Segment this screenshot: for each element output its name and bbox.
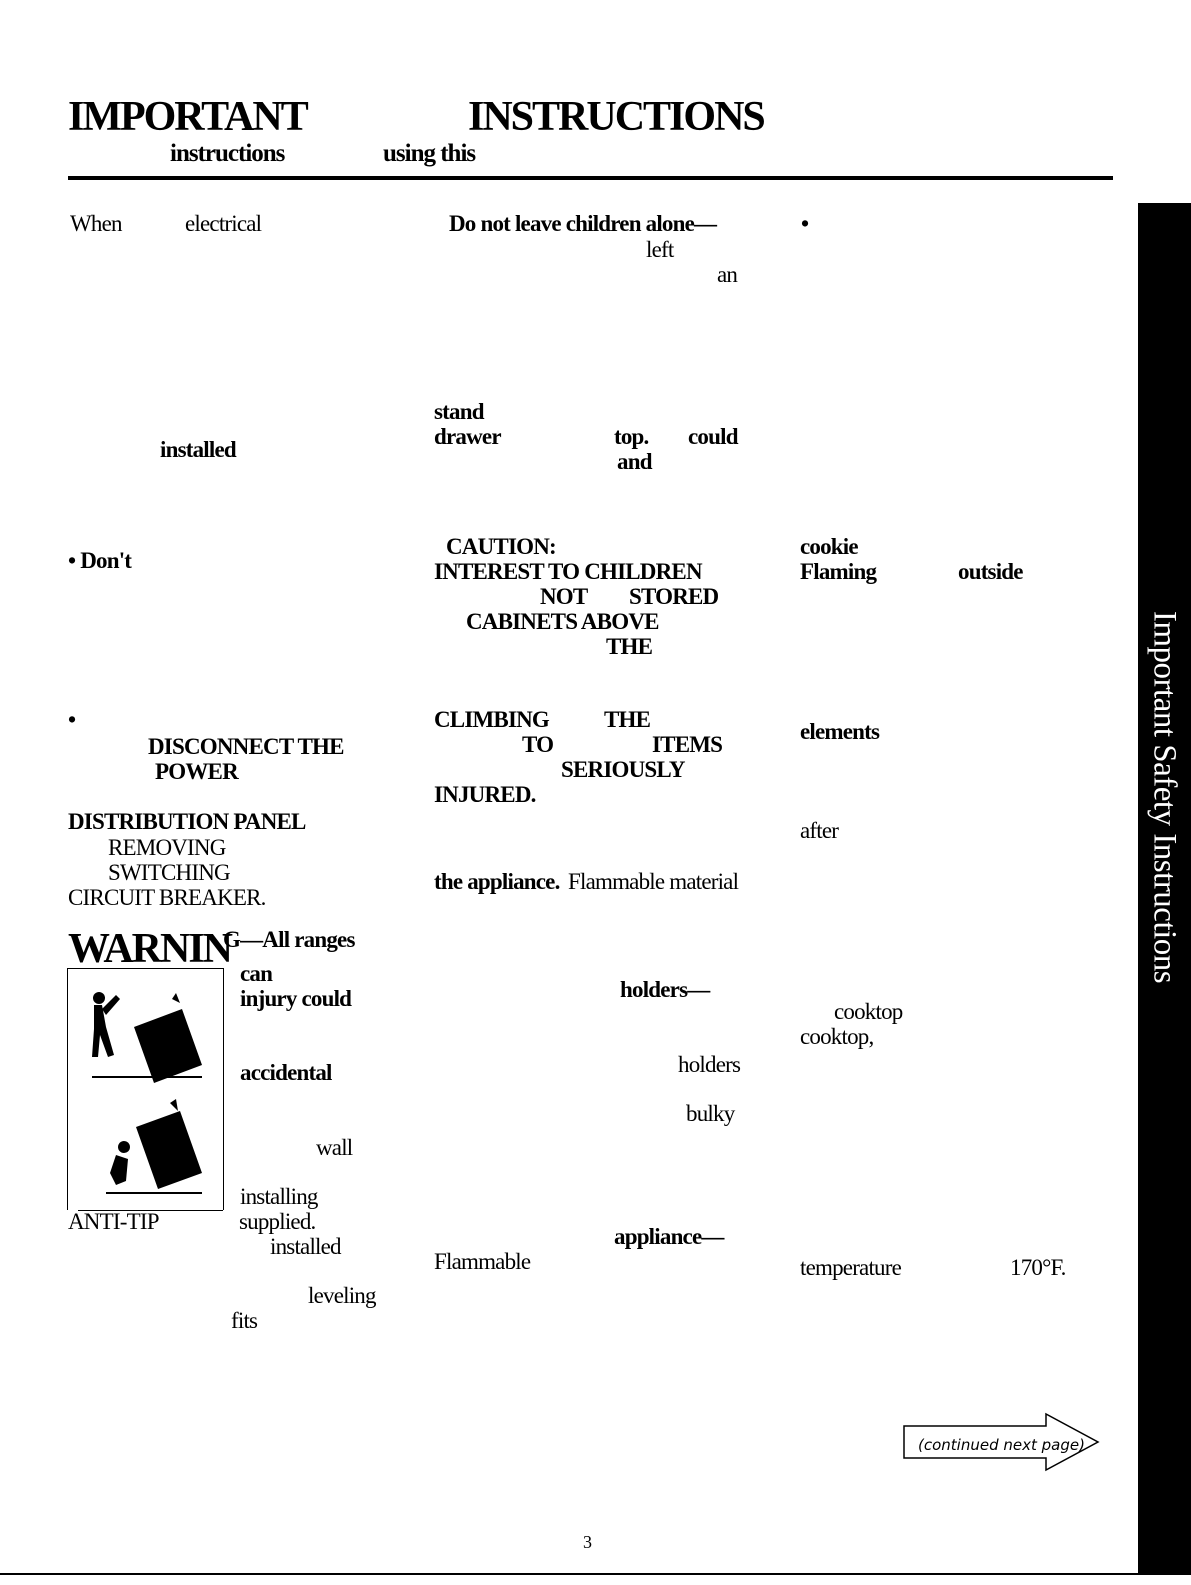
col1-can: can bbox=[240, 961, 273, 986]
col2-cabinets: CABINETS ABOVE bbox=[466, 609, 659, 634]
col2-to: TO bbox=[522, 732, 554, 757]
col1-disconnect: DISCONNECT THE bbox=[148, 734, 344, 759]
col1-injury: injury could bbox=[240, 986, 352, 1011]
col3-temp-value: 170°F. bbox=[1010, 1255, 1066, 1280]
col1-switching: SWITCHING bbox=[108, 860, 230, 885]
col1-removing: REMOVING bbox=[108, 835, 226, 860]
col3-cookie: cookie bbox=[800, 534, 858, 559]
col1-antitip: ANTI-TIP bbox=[68, 1209, 159, 1234]
col3-cooktop: cooktop bbox=[834, 999, 903, 1024]
col2-top: top. bbox=[614, 424, 649, 449]
col1-electrical: electrical bbox=[185, 211, 262, 236]
col3-bullet: • bbox=[801, 211, 809, 236]
col2-do-not-leave: Do not leave children alone— bbox=[449, 211, 717, 236]
col2-flammable: Flammable bbox=[434, 1249, 531, 1274]
col1-circuit: CIRCUIT BREAKER. bbox=[68, 885, 266, 910]
page-number: 3 bbox=[583, 1532, 592, 1552]
col1-installed2: installed bbox=[270, 1234, 341, 1259]
continued-next-page: (continued next page) bbox=[918, 1436, 1085, 1454]
col1-installed: installed bbox=[160, 437, 236, 462]
col1-installing: installing bbox=[240, 1184, 318, 1209]
col2-not: NOT bbox=[540, 584, 588, 609]
tip-over-adult-icon bbox=[68, 969, 223, 1089]
col2-appliance: the appliance. bbox=[434, 869, 560, 894]
col2-appliance2: appliance— bbox=[614, 1224, 724, 1249]
col3-outside: outside bbox=[958, 559, 1023, 584]
col2-an: an bbox=[717, 262, 738, 287]
col2-left: left bbox=[646, 237, 674, 262]
tip-over-child-icon bbox=[68, 1089, 223, 1209]
col2-caution: CAUTION: bbox=[446, 534, 556, 559]
col2-injured: INJURED. bbox=[434, 782, 536, 807]
col2-holders2: holders bbox=[678, 1052, 741, 1077]
col1-wall: wall bbox=[316, 1135, 353, 1160]
col2-interest: INTEREST TO CHILDREN bbox=[434, 559, 702, 584]
subtitle-left: instructions bbox=[170, 140, 285, 167]
col2-the1: THE bbox=[606, 634, 653, 659]
col3-elements: elements bbox=[800, 719, 880, 744]
col1-leveling: leveling bbox=[308, 1283, 376, 1308]
footer-rule bbox=[0, 1573, 1191, 1575]
col2-the2: THE bbox=[604, 707, 651, 732]
page-title-right: INSTRUCTIONS bbox=[468, 94, 764, 140]
col1-distribution: DISTRIBUTION PANEL bbox=[68, 809, 306, 834]
col1-when: When bbox=[70, 211, 122, 236]
col2-seriously: SERIOUSLY bbox=[561, 757, 685, 782]
col1-accidental: accidental bbox=[240, 1060, 332, 1085]
col3-flaming: Flaming bbox=[800, 559, 877, 584]
sidebar-label: Important Safety Instructions bbox=[1146, 610, 1183, 984]
header-rule bbox=[68, 176, 1113, 180]
col1-supplied: supplied. bbox=[239, 1209, 316, 1234]
col1-fits: fits bbox=[231, 1308, 258, 1333]
col3-after: after bbox=[800, 818, 839, 843]
anti-tip-illustration-box bbox=[67, 968, 224, 1210]
col3-cooktop2: cooktop, bbox=[800, 1024, 874, 1049]
col2-bulky: bulky bbox=[686, 1101, 735, 1126]
col1-bullet: • bbox=[68, 707, 76, 732]
col2-drawer: drawer bbox=[434, 424, 501, 449]
subtitle-right: using this bbox=[383, 140, 476, 167]
page-title-left: IMPORTANT bbox=[68, 94, 307, 140]
warning-heading: WARNIN bbox=[68, 926, 232, 972]
col1-power: POWER bbox=[155, 759, 238, 784]
col3-temperature: temperature bbox=[800, 1255, 902, 1280]
col2-stored: STORED bbox=[629, 584, 719, 609]
col2-holders: holders— bbox=[620, 977, 710, 1002]
warning-heading-g: G—All ranges bbox=[223, 927, 355, 952]
col2-and: and bbox=[617, 449, 652, 474]
col2-climbing: CLIMBING bbox=[434, 707, 550, 732]
col1-bullet-dont: • Don't bbox=[68, 548, 132, 573]
col2-flammable-material: Flammable material bbox=[568, 869, 739, 894]
col2-stand: stand bbox=[434, 399, 484, 424]
col2-items: ITEMS bbox=[652, 732, 723, 757]
col2-could: could bbox=[688, 424, 738, 449]
